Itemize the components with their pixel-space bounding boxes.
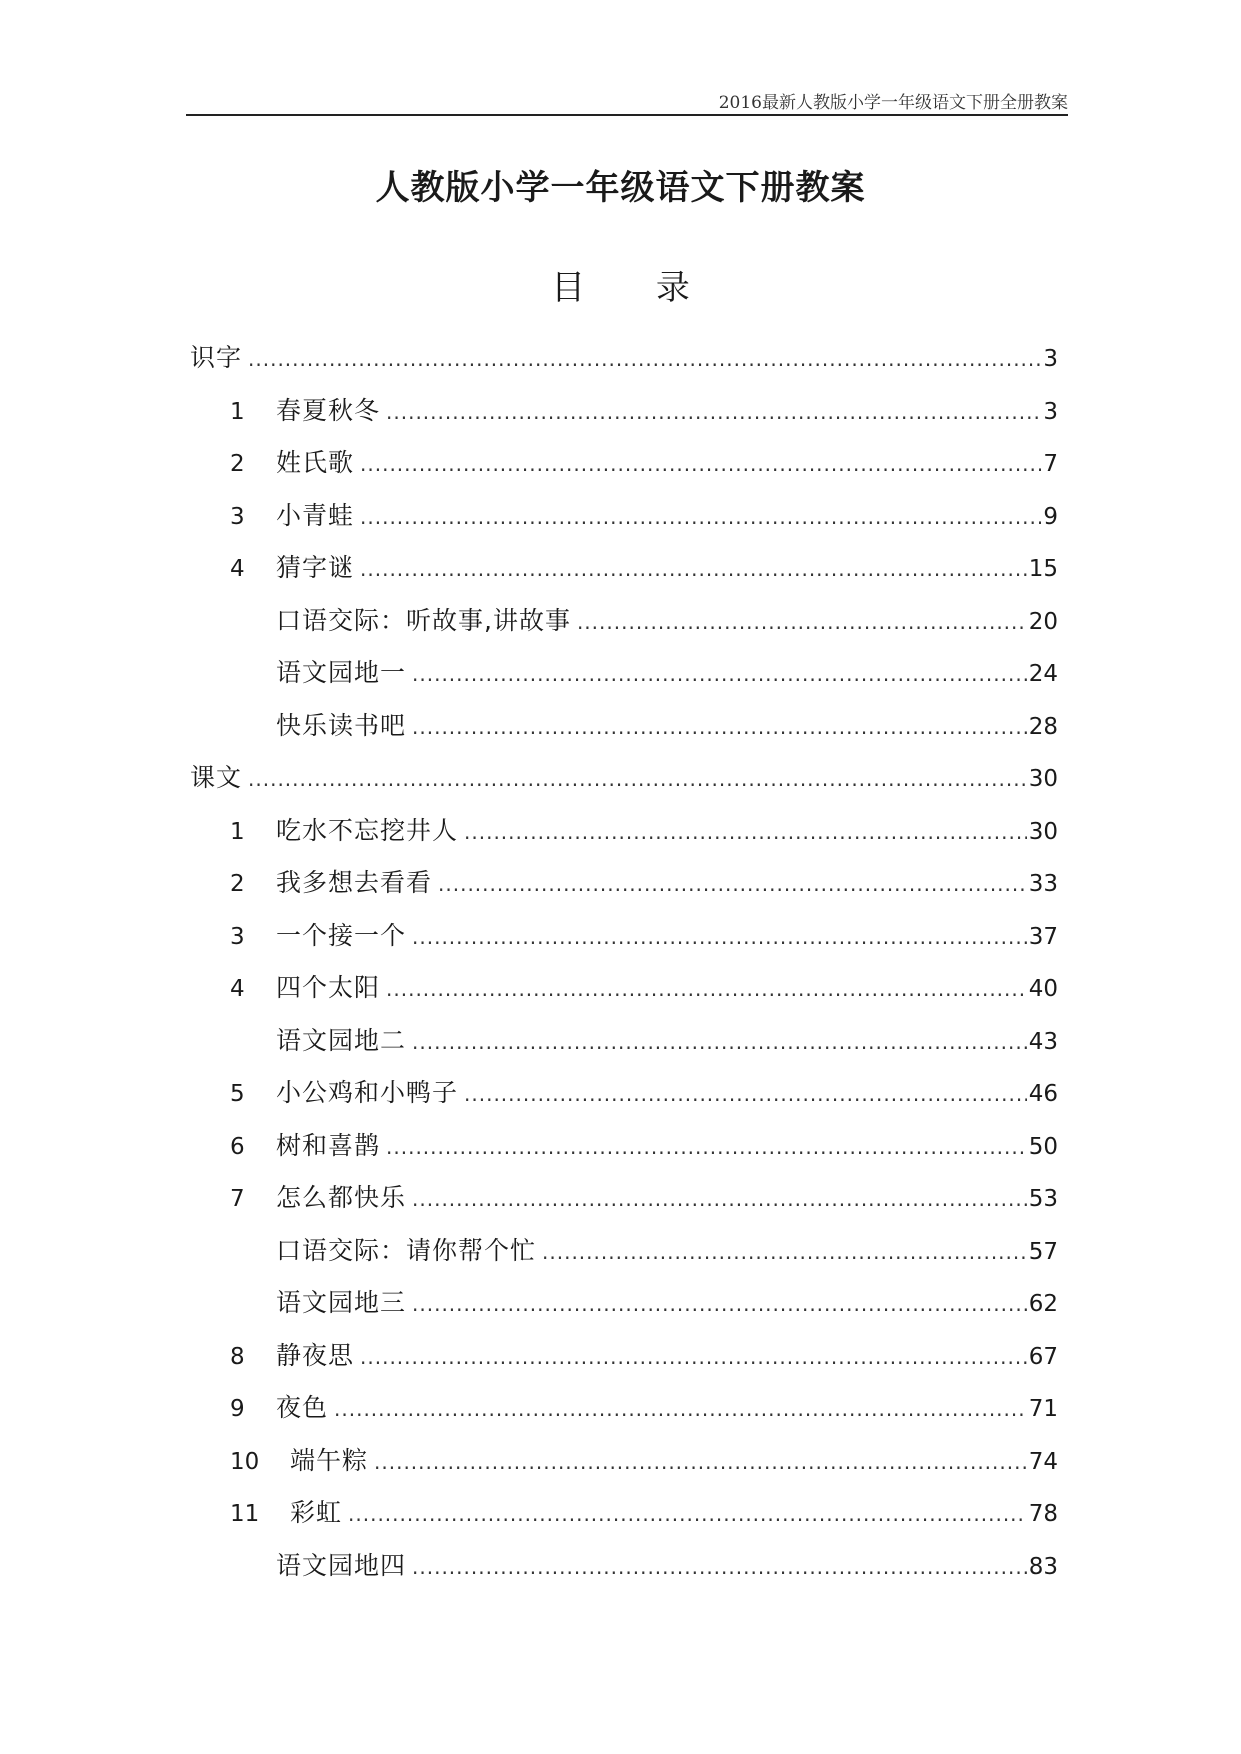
toc-entry[interactable] (190, 653, 1058, 706)
toc-dot-leader (412, 1555, 1027, 1579)
toc-entry-label: 四个太阳 (276, 973, 381, 1002)
toc-dot-leader (334, 1397, 1027, 1421)
running-header: 2016最新人教版小学一年级语文下册全册教案 (718, 93, 1068, 113)
toc-entry-label: 小青蛙 (276, 500, 355, 530)
toc-entry-label: 夜色 (276, 1393, 329, 1422)
toc-entry-page: 67 (1028, 1343, 1058, 1370)
toc-entry-label: 语文园地三 (276, 1288, 407, 1317)
toc-entry-label: 课文 (190, 763, 243, 792)
toc-entry[interactable] (190, 1546, 1058, 1599)
toc-entry-number: 7 (230, 1186, 245, 1212)
header-rule (186, 114, 1068, 116)
toc-dot-leader (412, 715, 1027, 739)
toc-entry-page: 33 (1028, 871, 1058, 897)
toc-entry[interactable] (190, 1388, 1058, 1441)
toc-entry[interactable] (190, 863, 1058, 916)
toc-entry-page: 57 (1028, 1238, 1058, 1265)
toc-entry-label: 快乐读书吧 (276, 710, 407, 740)
toc-dot-leader (577, 610, 1027, 634)
toc-entry-number: 6 (230, 1133, 245, 1160)
toc-entry-page: 24 (1028, 661, 1058, 687)
toc-dot-leader (386, 977, 1027, 1001)
toc-entry[interactable] (190, 1126, 1058, 1179)
toc-entry-number: 11 (230, 1501, 260, 1527)
toc-entry[interactable] (190, 601, 1058, 654)
toc-entry[interactable] (190, 1336, 1058, 1389)
toc-dot-leader (374, 1450, 1027, 1474)
toc-dot-leader (542, 1240, 1027, 1264)
toc-entry[interactable] (190, 916, 1058, 969)
toc-entry-label: 姓氏歌 (276, 448, 355, 477)
toc-entry-number: 1 (230, 398, 245, 425)
toc-entry-page: 9 (1043, 503, 1058, 530)
toc-entry-page: 83 (1028, 1553, 1058, 1580)
toc-entry-label: 语文园地一 (276, 658, 407, 687)
toc-entry-label: 语文园地四 (276, 1550, 407, 1580)
toc-heading: 目 录 (551, 268, 720, 308)
toc-entry-number: 10 (230, 1448, 260, 1475)
toc-dot-leader (386, 1135, 1027, 1159)
toc-entry-page: 62 (1028, 1291, 1058, 1317)
toc-entry-page: 3 (1043, 398, 1058, 425)
toc-entry-label: 识字 (190, 343, 243, 372)
toc-entry[interactable] (190, 968, 1058, 1021)
toc-entry-number: 2 (230, 871, 245, 897)
toc-dot-leader (360, 505, 1041, 529)
toc-entry[interactable] (190, 1073, 1058, 1126)
toc-dot-leader (348, 1502, 1027, 1526)
toc-entry-page: 53 (1028, 1186, 1058, 1212)
toc-entry[interactable] (190, 496, 1058, 549)
toc-dot-leader (412, 1187, 1027, 1211)
toc-dot-leader (412, 1292, 1027, 1316)
toc-entry-label: 彩虹 (290, 1498, 343, 1527)
toc-entry-page: 15 (1028, 556, 1058, 582)
toc-entry-number: 2 (230, 451, 245, 477)
toc-entry-label: 春夏秋冬 (276, 395, 381, 425)
toc-entry-section[interactable] (190, 338, 1058, 391)
toc-entry[interactable] (190, 391, 1058, 444)
toc-entry-number: 1 (230, 818, 245, 845)
toc-entry-label: 口语交际：请你帮个忙 (276, 1235, 537, 1265)
toc-dot-leader (412, 1030, 1027, 1054)
toc-entry-label: 静夜思 (276, 1340, 355, 1370)
toc-entry[interactable] (190, 1441, 1058, 1494)
toc-dot-leader (412, 925, 1027, 949)
toc-entry[interactable] (190, 1231, 1058, 1284)
toc-dot-leader (438, 872, 1027, 896)
toc-entry[interactable] (190, 443, 1058, 496)
toc-entry-page: 30 (1028, 766, 1058, 792)
toc-entry-label: 小公鸡和小鸭子 (276, 1078, 459, 1107)
document-title: 人教版小学一年级语文下册教案 (375, 168, 866, 208)
toc-entry-number: 3 (230, 923, 245, 950)
toc-entry-page: 3 (1043, 346, 1058, 372)
toc-entry[interactable] (190, 1178, 1058, 1231)
toc-dot-leader (386, 400, 1041, 424)
toc-dot-leader (412, 662, 1027, 686)
toc-entry[interactable] (190, 1021, 1058, 1074)
toc-entry[interactable] (190, 706, 1058, 759)
toc-entry-label: 一个接一个 (276, 920, 407, 950)
table-of-contents (190, 338, 1058, 1598)
toc-entry-number: 5 (230, 1081, 245, 1107)
toc-dot-leader (464, 820, 1027, 844)
toc-entry-number: 4 (230, 976, 245, 1002)
toc-entry-page: 20 (1028, 608, 1058, 635)
toc-entry-page: 40 (1028, 976, 1058, 1002)
toc-entry-label: 我多想去看看 (276, 868, 433, 897)
toc-entry-label: 猜字谜 (276, 553, 355, 582)
toc-entry-section[interactable] (190, 758, 1058, 811)
toc-entry[interactable] (190, 1283, 1058, 1336)
toc-dot-leader (360, 452, 1041, 476)
toc-entry-label: 吃水不忘挖井人 (276, 815, 459, 845)
toc-entry-number: 4 (230, 556, 245, 582)
toc-entry[interactable] (190, 811, 1058, 864)
toc-entry-page: 7 (1043, 451, 1058, 477)
toc-entry[interactable] (190, 548, 1058, 601)
toc-entry-page: 46 (1028, 1081, 1058, 1107)
toc-entry[interactable] (190, 1493, 1058, 1546)
toc-entry-page: 71 (1028, 1396, 1058, 1422)
toc-entry-page: 78 (1028, 1501, 1058, 1527)
toc-entry-number: 3 (230, 503, 245, 530)
toc-entry-page: 37 (1028, 923, 1058, 950)
toc-entry-label: 口语交际：听故事,讲故事 (276, 605, 571, 635)
toc-entry-page: 30 (1028, 818, 1058, 845)
toc-dot-leader (360, 557, 1027, 581)
toc-dot-leader (360, 1345, 1027, 1369)
toc-entry-page: 74 (1028, 1448, 1058, 1475)
toc-dot-leader (248, 347, 1041, 371)
toc-dot-leader (464, 1082, 1027, 1106)
toc-entry-label: 怎么都快乐 (276, 1183, 407, 1212)
toc-entry-number: 8 (230, 1343, 245, 1370)
toc-entry-page: 28 (1028, 713, 1058, 740)
toc-entry-label: 端午粽 (290, 1445, 369, 1475)
toc-entry-label: 语文园地二 (276, 1025, 407, 1055)
toc-entry-number: 9 (230, 1396, 245, 1422)
toc-entry-page: 43 (1028, 1028, 1058, 1055)
toc-dot-leader (248, 767, 1027, 791)
toc-entry-page: 50 (1028, 1133, 1058, 1160)
toc-entry-label: 树和喜鹊 (276, 1130, 381, 1160)
